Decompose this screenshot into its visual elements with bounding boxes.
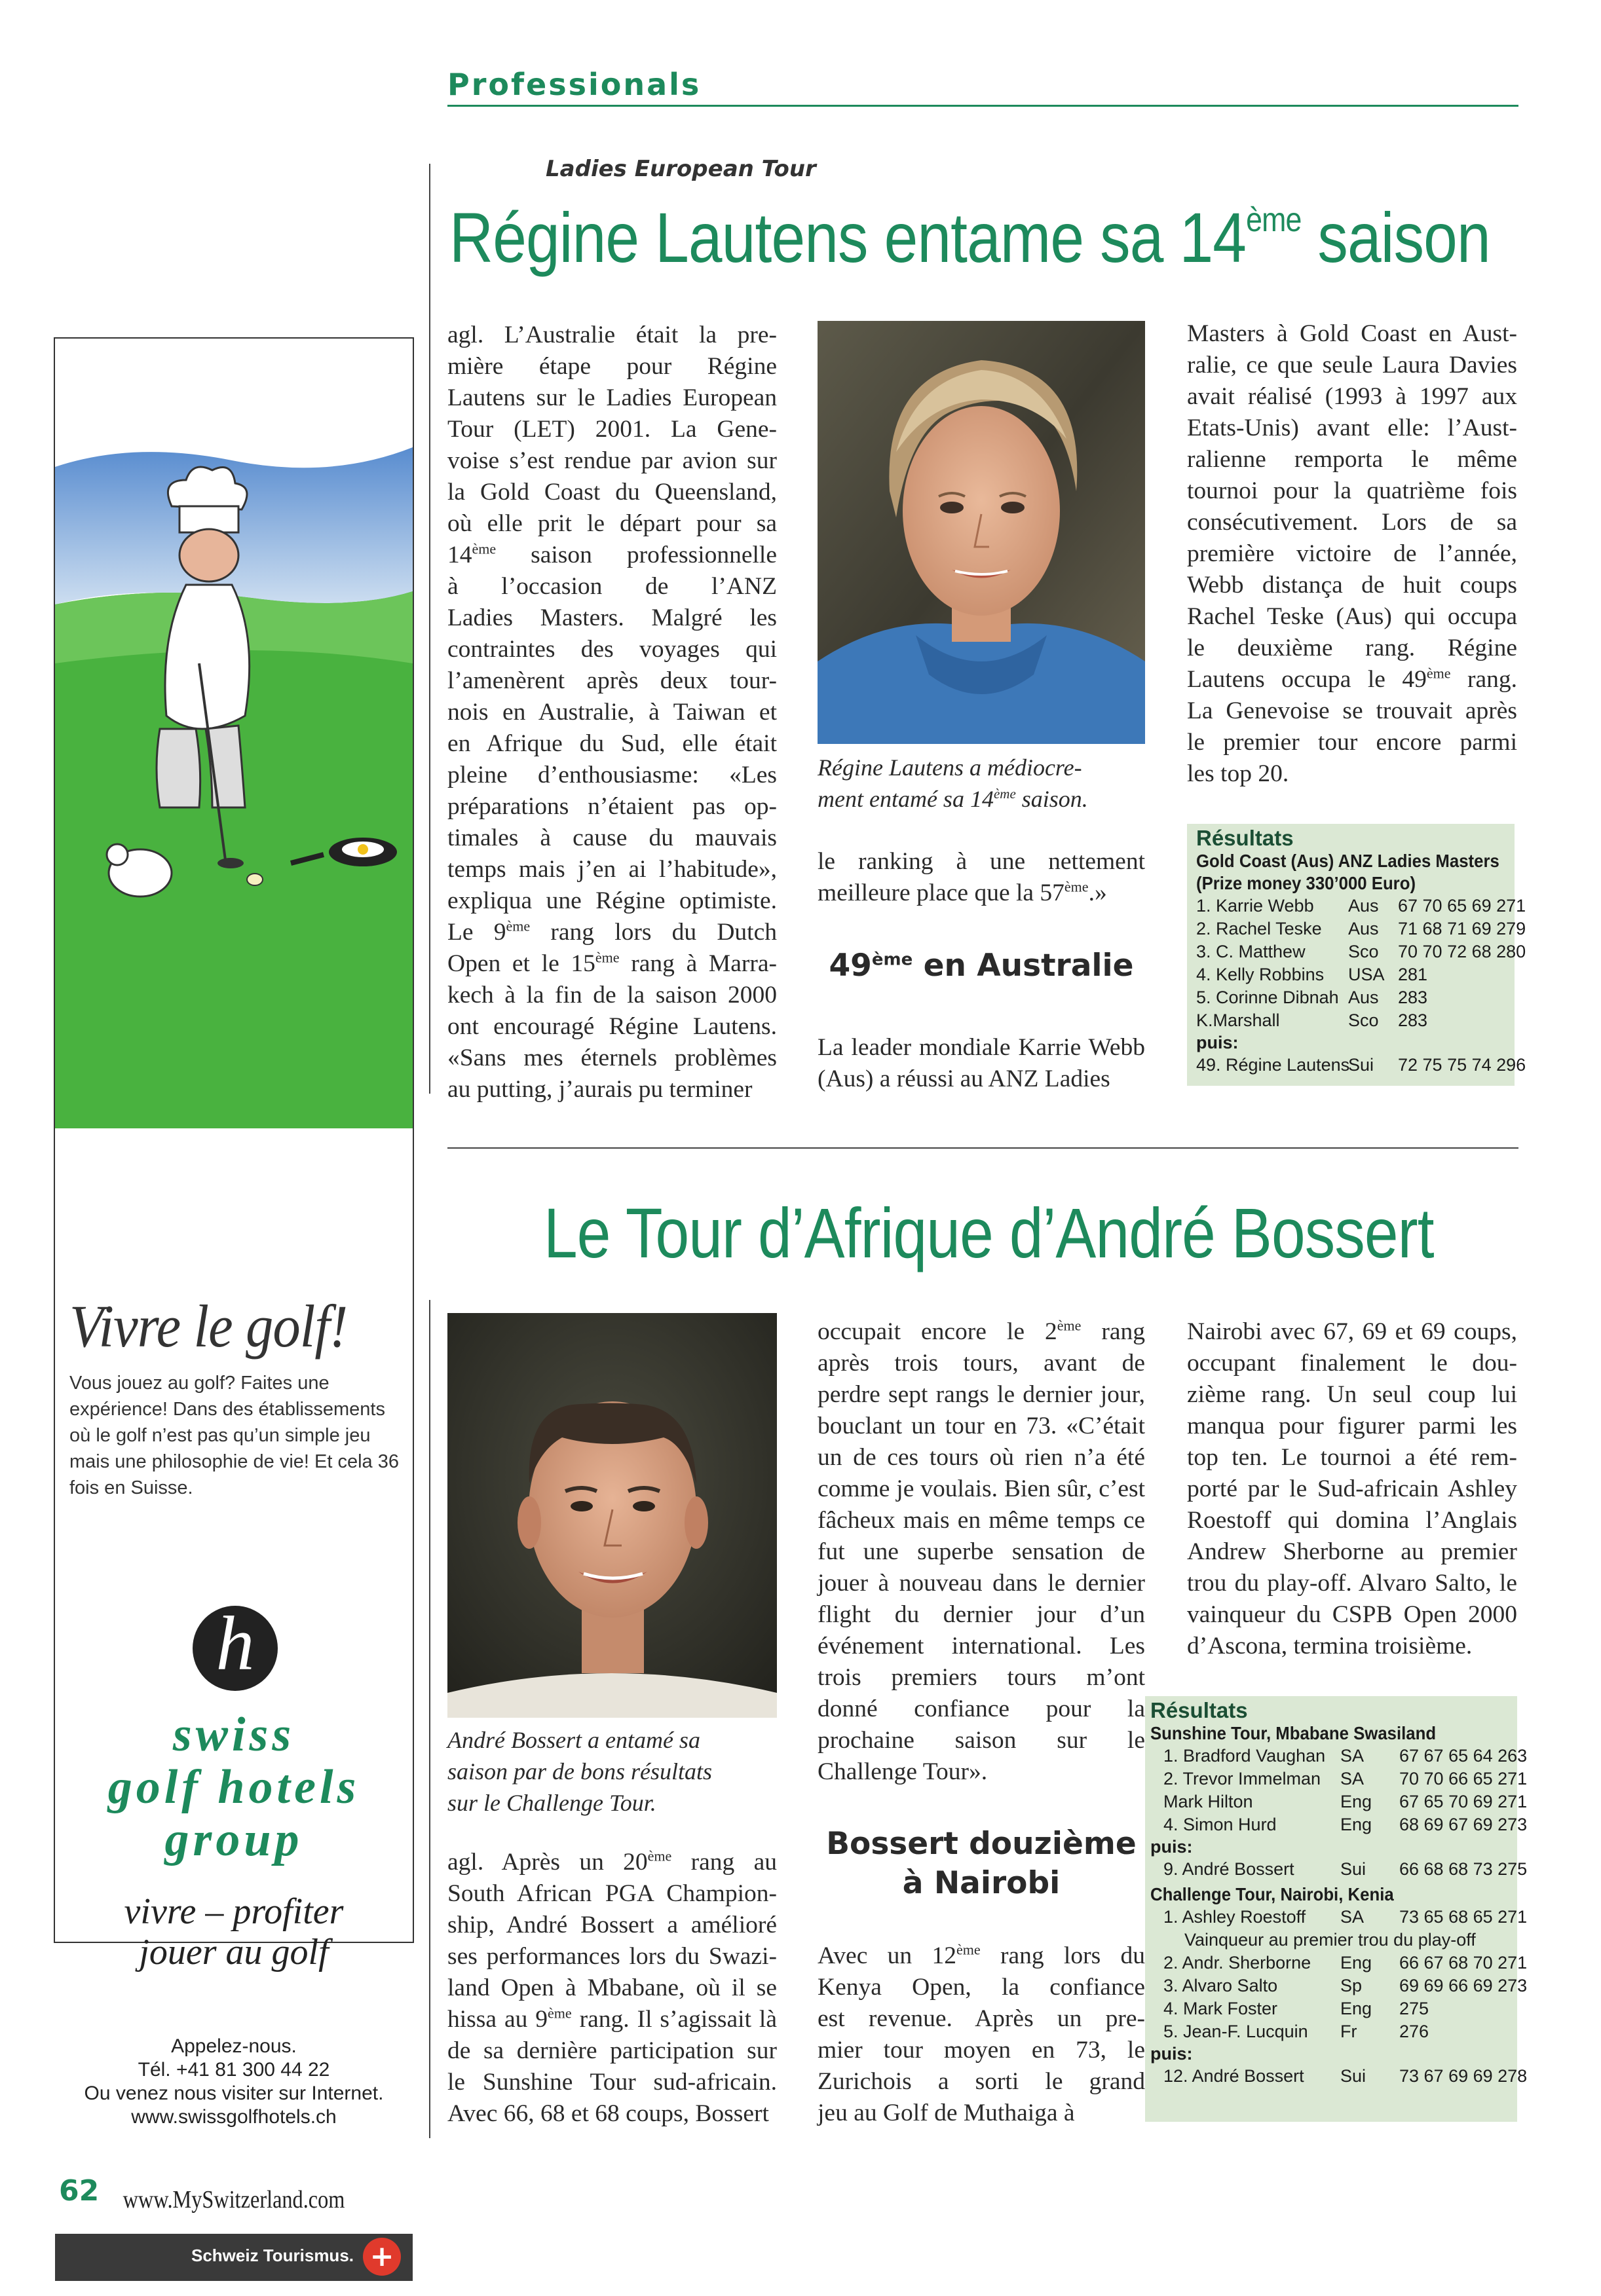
results-prize: (Prize money 330’000 Euro) [1196, 873, 1416, 893]
logo-letter: h [216, 1601, 255, 1686]
text-line: ont encouragé Régine Lautens. [447, 1013, 777, 1040]
results-title: Résultats [1150, 1698, 1248, 1722]
results-row: 5. Jean-F. Lucquin Fr 276 [1163, 2022, 1429, 2041]
text-line: ralie, ce que seule Laura Davies [1187, 352, 1517, 379]
results-row: 3. C. Matthew Sco 70 70 72 68 280 [1196, 942, 1526, 961]
text-line: hissa au 9ème rang. Il s’agissait là [447, 2005, 777, 2033]
results-row: 2. Andr. Sherborne Eng 66 67 68 70 271 [1163, 1953, 1528, 1972]
text-line: le deuxième rang. Régine [1187, 635, 1517, 661]
swiss-cross-glyph: + [369, 2240, 394, 2273]
article-column [818, 1940, 1145, 2129]
ad-footer-text: Schweiz Tourismus. [191, 2246, 354, 2265]
column-divider [429, 164, 430, 1094]
text-line: 14ème saison professionnelle [447, 540, 777, 568]
results-row: 5. Corinne Dibnah Aus 283 [1196, 988, 1428, 1007]
text-line: consécutivement. Lors de sa [1187, 509, 1517, 536]
text-line: Tour (LET) 2001. La Gene- [447, 416, 777, 443]
golfing-chef-illustration [55, 388, 413, 1128]
text-line: Avec 66, 68 et 68 coups, Bossert [447, 2100, 769, 2127]
text-line: comme je voulais. Bien sûr, c’est [818, 1475, 1145, 1502]
text-line: flight du dernier jour d’un [818, 1601, 1145, 1628]
article-column [1187, 318, 1517, 790]
section-subhead: 49ème en Australie [829, 948, 1134, 984]
text-line: occupant finalement le dou- [1187, 1350, 1517, 1377]
brand-name-line: group [164, 1813, 303, 1866]
text-line: Lautens sur le Ladies European [447, 384, 777, 411]
text-line: Roestoff qui domina l’Anglais [1187, 1507, 1517, 1534]
website-link[interactable]: www.swissgolfhotels.ch [131, 2106, 337, 2128]
results-event: Challenge Tour, Nairobi, Kenia [1150, 1884, 1394, 1904]
results-event: Gold Coast (Aus) ANZ Ladies Masters [1196, 851, 1499, 871]
text-line: à l’occasion de l’ANZ [447, 573, 777, 600]
article-headline: Régine Lautens entame sa 14ème saison [449, 198, 1490, 277]
article-column [818, 1316, 1145, 1788]
text-line: temps mais j’en ai l’habitude», [447, 856, 777, 883]
text-line: Masters à Gold Coast en Aust- [1187, 320, 1517, 347]
text-line: donné confiance pour la [818, 1695, 1145, 1722]
article-column [1187, 1316, 1517, 1662]
text-line: Andrew Sherborne au premier [1187, 1538, 1517, 1565]
header-rule [447, 105, 1518, 107]
text-line: est revenue. Après un pre- [818, 2005, 1145, 2032]
text-line: après trois tours, avant de [818, 1350, 1145, 1377]
text-line: voise s’est rendue par avion sur [447, 447, 777, 474]
results-puis: puis: [1150, 1837, 1193, 1857]
article-kicker: Ladies European Tour [546, 156, 816, 182]
text-line: de sa dernière participation sur [447, 2037, 777, 2064]
text-line: kech à la fin de la saison 2000 [447, 982, 777, 1009]
text-line: timales à cause du mauvais [447, 824, 777, 851]
column-divider [429, 1300, 430, 2138]
text-line: jouer à nouveau dans le dernier [818, 1570, 1145, 1597]
text-line: le Sunshine Tour sud-africain. [447, 2069, 777, 2096]
text-line: fut une superbe sensation de [818, 1538, 1145, 1565]
text-line: ralienne remporta le même [1187, 446, 1517, 473]
text-line: Zurichois a sorti le grand [818, 2068, 1145, 2095]
text-line: trou du play-off. Alvaro Salto, le [1187, 1570, 1517, 1597]
text-line: manqua pour figurer parmi les [1187, 1413, 1517, 1439]
text-line: jeu au Golf de Muthaiga à [818, 2100, 1075, 2126]
text-line: mière étape pour Régine [447, 353, 777, 380]
results-row: 9. André Bossert Sui 66 68 68 73 275 [1163, 1859, 1528, 1879]
results-row: 49. Régine Lautens Sui 72 75 75 74 296 [1196, 1055, 1526, 1075]
text-line: Nairobi avec 67, 69 et 69 coups, [1187, 1318, 1517, 1345]
brand-tagline: vivre – profiter [124, 1891, 344, 1932]
portrait-photo-andre-bossert [447, 1313, 777, 1718]
text-line: où elle prit le départ pour sa [447, 510, 777, 537]
section-title: Professionals [447, 67, 702, 102]
portrait-photo-regine-lautens [818, 321, 1145, 744]
brand-name-line: swiss [172, 1708, 295, 1762]
text-line: fâcheux mais en même temps ce [818, 1507, 1145, 1534]
text-line: Kenya Open, la confiance [818, 1974, 1145, 2001]
brand-name-line: golf hotels [107, 1760, 360, 1814]
text-line: les top 20. [1187, 760, 1289, 787]
page-number: 62 [59, 2174, 100, 2208]
ad-body-text: Vous jouez au golf? Faites une expérience! Dans des établissements où le golf n’est pas qu’un simple jeu mais une philosophie de vie! Et cela 36 fois en Suisse. [69, 1373, 399, 1498]
article-divider [447, 1147, 1518, 1149]
results-title: Résultats [1196, 826, 1294, 850]
results-row: 12. André Bossert Sui 73 67 69 69 278 [1163, 2066, 1528, 2086]
article-headline: Le Tour d’Afrique d’André Bossert [544, 1193, 1434, 1272]
text-line: le premier tour encore parmi [1187, 729, 1517, 756]
text-line: un de ces tours où rien n’a été [818, 1444, 1145, 1471]
text-line: land Open à Mbabane, où il se [447, 1974, 777, 2001]
text-line: première victoire de l’année, [1187, 540, 1517, 567]
text-line: Open et le 15ème rang à Marra- [447, 949, 777, 977]
results-row: 2. Trevor Immelman SA 70 70 66 65 271 [1163, 1769, 1528, 1788]
text-line: contraintes des voyages qui [447, 636, 777, 663]
text-line: mier tour moyen en 73, le [818, 2037, 1145, 2064]
text-line: d’Ascona, termina troisième. [1187, 1633, 1473, 1659]
text-line: agl. L’Australie était la pre- [447, 322, 777, 348]
results-table-ladies-masters [1187, 824, 1526, 1086]
text-line: Webb distança de huit coups [1187, 572, 1517, 599]
results-row: 4. Kelly Robbins USA 281 [1196, 965, 1428, 984]
section-subhead: Bossert douzième à Nairobi [826, 1826, 1137, 1901]
text-line: top ten. Le tournoi a été rem- [1187, 1444, 1517, 1471]
text-line: bouclant un tour en 73. «C’était [818, 1413, 1145, 1439]
results-row: 1. Karrie Webb Aus 67 70 65 69 271 [1196, 896, 1526, 916]
text-line: ship, André Bossert a amélioré [447, 1912, 777, 1938]
text-line: la Gold Coast du Queensland, [447, 479, 777, 506]
text-line: Rachel Teske (Aus) qui occupa [1187, 603, 1517, 630]
text-line: porté par le Sud-africain Ashley [1187, 1475, 1517, 1502]
text-line: agl. Après un 20ème rang au [447, 1847, 777, 1876]
results-puis: puis: [1196, 1033, 1239, 1052]
text-line: trois premiers tours m’ont [818, 1664, 1145, 1691]
myswitzerland-link[interactable]: www.MySwitzerland.com [122, 2186, 345, 2213]
text-line: «Sans mes éternels problèmes [447, 1045, 777, 1071]
results-row: 3. Alvaro Salto Sp 69 69 66 69 273 [1163, 1976, 1528, 1995]
text-line: l’amenèrent après deux tour- [447, 667, 777, 694]
results-row: Mark Hilton Eng 67 65 70 69 271 [1163, 1792, 1528, 1811]
results-table-sunshine-challenge [1145, 1696, 1528, 2122]
text-line: Avec un 12ème rang lors du [818, 1941, 1145, 1969]
text-line: Le 9ème rang lors du Dutch [447, 917, 777, 946]
results-note: Vainqueur au premier trou du play-off [1184, 1930, 1476, 1950]
text-line: prochaine saison sur le [818, 1727, 1145, 1754]
text-line: pleine d’enthousiasme: «Les [447, 762, 777, 788]
text-line: La leader mondiale Karrie Webb [818, 1034, 1145, 1061]
article-column [818, 1032, 1145, 1095]
text-line: Challenge Tour». [818, 1758, 988, 1785]
results-row: 2. Rachel Teske Aus 71 68 71 69 279 [1196, 919, 1526, 938]
text-line: expliqua une Régine optimiste. [447, 887, 777, 914]
results-row: 1. Ashley Roestoff SA 73 65 68 65 271 [1163, 1907, 1528, 1927]
article-column: le ranking à une nettement meilleure place que la 57ème.» [818, 848, 1145, 906]
text-line: South African PGA Champion- [447, 1880, 777, 1907]
text-line: Ladies Masters. Malgré les [447, 604, 777, 631]
text-line: en Afrique du Sud, elle était [447, 730, 777, 757]
ad-contact: Appelez-nous. Tél. +41 81 300 44 22 Ou venez nous visiter sur Internet. www.swissgolfhotels.ch [55, 2035, 413, 2129]
text-line: préparations n’étaient pas op- [447, 793, 777, 820]
results-row: K.Marshall Sco 283 [1196, 1010, 1428, 1030]
text-line: avait réalisé (1993 à 1997 aux [1187, 383, 1517, 410]
text-line: nois en Australie, à Taiwan et [447, 699, 777, 726]
text-line: vainqueur du CSPB Open 2000 [1187, 1601, 1517, 1628]
results-puis: puis: [1150, 2044, 1193, 2064]
text-line: Lautens occupa le 49ème rang. [1187, 665, 1517, 693]
text-line: événement international. Les [818, 1633, 1145, 1659]
text-line: ses performances lors du Swazi- [447, 1943, 777, 1970]
text-line: (Aus) a réussi au ANZ Ladies [818, 1065, 1110, 1092]
results-row: 1. Bradford Vaughan SA 67 67 65 64 263 [1163, 1746, 1528, 1766]
article-column [447, 1847, 777, 2130]
text-line: au putting, j’aurais pu terminer [447, 1076, 753, 1103]
text-line: tournoi pour la quatrième fois [1187, 477, 1517, 504]
text-line: occupait encore le 2ème rang [818, 1317, 1145, 1345]
ad-slogan: Vivre le golf! [69, 1293, 348, 1360]
brand-tagline: jouer au golf [139, 1932, 329, 1972]
photo-caption: André Bossert a entamé sa saison par de bons résultats sur le Challenge Tour. [447, 1727, 713, 1816]
text-line: La Genevoise se trouvait après [1187, 697, 1517, 724]
text-line: Etats-Unis) avant elle: l’Aust- [1187, 415, 1517, 441]
text-line: zième rang. Un seul coup lui [1187, 1381, 1517, 1408]
results-row: 4. Mark Foster Eng 275 [1163, 1999, 1429, 2018]
results-event: Sunshine Tour, Mbabane Swasiland [1150, 1723, 1437, 1743]
text-line: perdre sept rangs le dernier jour, [818, 1381, 1145, 1408]
results-row: 4. Simon Hurd Eng 68 69 67 69 273 [1163, 1815, 1528, 1834]
article-column [447, 320, 777, 1105]
photo-caption: Régine Lautens a médiocre- ment entamé sa 14ème saison. [818, 754, 1088, 812]
